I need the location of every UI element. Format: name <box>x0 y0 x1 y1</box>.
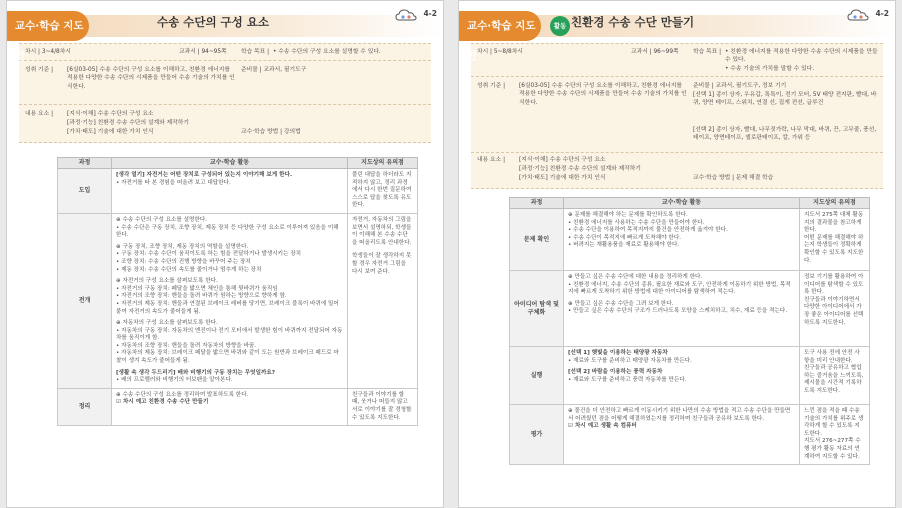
activity-line: ⊕ 문제를 해결해야 하는 문제를 확인하도록 한다. <box>568 212 688 218</box>
activity-line: • 수송 수단이 목적지에 빠르게 도착해야 한다. <box>568 234 682 241</box>
notes-cell <box>800 405 870 465</box>
lesson-info <box>19 43 431 143</box>
stage-cell: 문제 확인 <box>510 209 564 271</box>
notes-cell <box>348 169 418 214</box>
standard-label: 성취 기준 | <box>25 67 54 73</box>
activity-line: ⊕ 수송 수단의 구성 요소를 정리하여 발표하도록 한다. <box>116 391 249 398</box>
content-line-1: [지식·이해] 수송 수단의 구성 요소 <box>519 157 606 163</box>
table-row <box>510 271 870 347</box>
table-row <box>510 347 870 405</box>
notes-cell <box>348 388 418 425</box>
note-line: 정보 기기를 활용하여 아이디어를 탐색할 수 있도록 한다. <box>804 274 864 296</box>
header-activity: 교수·학습 활동 <box>564 198 800 209</box>
standard-label: 성취 기준 | <box>477 83 506 89</box>
content-line-2: [과정·기능] 친환경 수송 수단의 설계와 제작하기 <box>67 120 189 126</box>
activity-line: [선택 2] 바람을 이용하는 풍력 자동차 <box>568 369 663 376</box>
activity-cell <box>564 209 800 271</box>
note-line: 친구들과 공유하고 협업하는 즐거움을 느끼도록, 제시물을 시간적 기록하도록 지도한다. <box>804 365 864 394</box>
standard-text: [6실03-05] 수송 수단의 구성 요소를 이해하고, 친환경 에너지를 적용한 다양한 수송 수단의 시제품을 만들어 수송 기술의 가치를 인식한다. <box>67 67 235 90</box>
header-notes: 지도상의 유의점 <box>348 158 418 169</box>
activity-cell <box>112 388 348 425</box>
activity-cell <box>564 271 800 347</box>
activity-cell <box>112 169 348 214</box>
goal-label: 학습 목표 | <box>241 49 270 55</box>
activity-line: • 만들고 싶은 수송 수단의 구조가 드러나도록 모양을 스케치하고, 치수, 재료 등을 적는다. <box>568 308 788 315</box>
header-stage: 과정 <box>58 158 112 169</box>
stage-cell: 평가 <box>510 405 564 465</box>
activity-cell <box>564 405 800 465</box>
activity-line: • 자동차의 구동 장치: 자동차의 엔진이나 전기 모터에서 발생한 힘이 바퀴까지 전달되어 자동차를 움직이게 함. <box>116 327 343 342</box>
stage-cell: 정리 <box>58 388 112 425</box>
activity-line: • 자전거의 제동 장치: 핸들과 연결된 브레이크 레버를 당기면, 브레이크 블록이 바퀴에 밀어붙여 자전거의 속도가 줄어들게 됨. <box>116 300 339 315</box>
left-page <box>6 0 444 508</box>
notes-cell <box>348 213 418 388</box>
goal-item: • 수송 기술의 가치를 말할 수 있다. <box>725 66 815 72</box>
page-title: 수송 수단의 구성 요소 <box>157 15 269 29</box>
table-row <box>510 209 870 271</box>
activity-line: • 구동 장치: 수송 수단이 움직이도록 하는 힘을 전달하거나 발생시키는 장치 <box>116 251 302 258</box>
cloud-icon <box>395 7 417 23</box>
activity-line: • 조향 장치: 수송 수단의 진행 방향을 바꾸어 주는 장치 <box>116 258 251 265</box>
materials-option-2: [선택 2] 종이 상자, 빨대, 나무젓가락, 나무 막대, 바퀴, 끈, 고무줄, 풍선, 테이프, 양면테이프, 셀로판테이프, 칼, 가위 등 <box>693 127 877 142</box>
textbook-info: 교과서 | 94~95쪽 <box>179 49 227 55</box>
activity-line: ☑ 차시 예고 친환경 수송 수단 만들기 <box>116 399 209 406</box>
lesson-plan-table <box>57 157 418 426</box>
table-row <box>58 388 418 425</box>
method-info: 교수·학습 방법 | 문제 해결 학습 <box>693 175 774 181</box>
header-stage: 과정 <box>510 198 564 209</box>
activity-line: [선택 1] 햇빛을 이용하는 태양광 자동차 <box>568 350 668 356</box>
goal-item: • 수송 수단의 구성 요소를 설명할 수 있다. <box>273 49 381 55</box>
stage-cell: 실행 <box>510 347 564 405</box>
note-line: 도구 사용 전에 안전 사항을 미리 안내한다. <box>804 350 860 364</box>
content-line-3: [가치·태도] 기술에 대한 가치 인식 <box>519 175 606 181</box>
activity-line: • 버려지는 재활용품을 재료로 활용해야 한다. <box>568 242 680 249</box>
activity-line: • 재료와 도구를 준비하고 태양광 자동차를 만든다. <box>568 357 692 364</box>
table-row <box>58 213 418 388</box>
goal-item: • 친환경 에너지를 적용한 다양한 수송 수단의 시제품을 만들 수 있다. <box>725 49 878 64</box>
session-info: 차시 | 5~8/8차시 <box>477 49 523 55</box>
page-title: 친환경 수송 수단 만들기 <box>571 15 695 29</box>
content-label: 내용 요소 | <box>477 157 506 163</box>
note-line: 지도서 275쪽 대체 활동지의 결과물을 참고하게 한다. <box>804 212 864 234</box>
goal-label: 학습 목표 | <box>693 49 722 55</box>
activity-line: ⊕ 구동 장치, 조향 장치, 제동 장치의 역할을 설명한다. <box>116 243 249 250</box>
activity-line: • 자동차의 제동 장치: 브레이크 페달을 밟으면 바퀴와 같이 도는 원반과 브레이크 패드로 마찰이 생겨 속도가 줄어들게 됨. <box>116 350 339 365</box>
page-number: 4-2 <box>875 9 889 18</box>
stage-cell: 전개 <box>58 213 112 388</box>
activity-line: ⊕ 수송 수단의 구성 요소를 설명한다. <box>116 216 208 223</box>
note-line: 자전거, 자동차의 그림을 보면서 설명하되, 학생들이 이해해 본 수송 수단을 떠올리도록 안내한다. <box>352 216 412 246</box>
content-line-2: [과정·기능] 친환경 수송 수단의 설계와 제작하기 <box>519 166 641 172</box>
activity-line: • 자전거를 타 본 경험을 떠올려 보고 대답한다. <box>116 179 231 186</box>
activity-line: • 재료와 도구를 준비하고 풍력 자동차를 만든다. <box>568 376 687 383</box>
page-number: 4-2 <box>423 9 437 18</box>
activity-line: ⊕ 자동차의 구성 요소를 살펴보도록 한다. <box>116 320 218 327</box>
textbook-info: 교과서 | 96~99쪽 <box>631 49 679 55</box>
activity-line: • 제동 장치: 수송 수단의 속도를 줄이거나 멈추게 하는 장치 <box>116 266 262 273</box>
activity-cell <box>564 347 800 405</box>
activity-line: [생각 열기] 자전거는 어떤 장치로 구성되어 있는지 이야기해 보게 한다. <box>116 172 293 178</box>
activity-line: ⊕ 만들고 싶은 수송 수단을 그려 보게 한다. <box>568 300 674 307</box>
header-activity: 교수·학습 활동 <box>112 158 348 169</box>
activity-line: • 수송 수단은 구동 장치, 조향 장치, 제동 장치 등 다양한 구성 요소로 이루어져 있음을 이해한다. <box>116 224 339 239</box>
activity-line: • 자동차의 조향 장치: 핸들을 돌려 자동차의 방향을 바꿈. <box>116 342 257 349</box>
activity-cell <box>112 213 348 388</box>
note-line: 어떤 문제를 해결해야 하는지 학생들이 정확하게 확인할 수 있도록 지도한다. <box>804 234 864 264</box>
cloud-icon <box>847 7 869 23</box>
header-notes: 지도상의 유의점 <box>800 198 870 209</box>
activity-line: • 자전거의 조향 장치: 핸들을 돌려 바퀴가 원하는 방향으로 향하게 함. <box>116 293 287 300</box>
method-info: 교수·학습 방법 | 강의법 <box>241 129 301 135</box>
activity-line: • 수송 수단을 이용하여 목적지까지 물건을 안전하게 옮겨야 한다. <box>568 227 728 234</box>
activity-line: • 친환경 에너지를 사용하는 수송 수단을 만들어야 한다. <box>568 219 705 226</box>
materials-info: 준비물 | 교과서, 필기도구 <box>241 67 307 73</box>
stage-cell: 도입 <box>58 169 112 214</box>
activity-tag: 활동 <box>550 16 570 36</box>
notes-cell <box>800 347 870 405</box>
note-line: 풀린 대답을 하더라도 지적하지 않고, 정리 과정에서 다시 한번 질문하여 스스로 답을 찾도록 유도한다. <box>352 172 412 209</box>
activity-line: ⊕ 물건을 더 안전하고 빠르게 이동시키기 위한 나만의 수송 방법을 적고 수송 수단을 만들면서 어려웠던 점을 어떻게 해결하였는지를 정리하며 친구들과 공유하 보도록 한다. <box>568 408 791 422</box>
table-row <box>510 405 870 465</box>
stage-cell: 아이디어 탐색 및 구체화 <box>510 271 564 347</box>
session-info: 차시 | 3~4/8차시 <box>25 49 71 55</box>
table-body <box>58 169 418 426</box>
lesson-info <box>471 43 883 189</box>
note-line: 친구들과 이야기를 할 때, 웃거나 떠들지 않고 서로 이야기를 잘 경청할 수 있도록 지도한다. <box>352 391 412 421</box>
activity-line: [생활 속 생각 두드리기] 배와 비행기의 구동 장치는 무엇일까요? <box>116 369 276 376</box>
content-line-3: [가치·태도] 기술에 대한 가치 인식 <box>67 129 154 135</box>
note-line: 지도서 276~277쪽 수행 평가 활동 자료의 연계하여 지도할 수 있다. <box>804 438 861 460</box>
notes-cell <box>800 209 870 271</box>
activity-line: ⊕ 자전거의 구성 요소를 살펴보도록 한다. <box>116 278 218 285</box>
right-page <box>458 0 896 508</box>
materials-option-1: [선택 1] 종이 상자, 우유갑, 톡톡이, 전기 모터, 5V 태양 전지판, 빨대, 바퀴, 양면 테이프, 스위치, 연결 선, 집게 전선, 글루건 <box>693 92 877 107</box>
table-body <box>510 209 870 465</box>
activity-line: ⊕ 만들고 싶은 수송 수단에 대한 내용을 정리하게 한다. <box>568 274 703 280</box>
table-row <box>58 169 418 214</box>
standard-text: [6실03-05] 수송 수단의 구성 요소를 이해하고, 친환경 에너지를 적용한 다양한 수송 수단의 시제품을 만들어 수송 기술의 가치를 인식한다. <box>519 83 687 106</box>
activity-line: • 배의 프로펠러와 비행기의 터보팬을 알아본다. <box>116 377 233 384</box>
content-label: 내용 요소 | <box>25 111 54 117</box>
section-banner: 교수·학습 지도안 <box>7 11 89 41</box>
note-line: 느낀 점을 적을 때 수송 기술의 가치를 위주로 생각하게 할 수 있도록 지도한다. <box>804 408 864 437</box>
notes-cell <box>800 271 870 347</box>
activity-line: ☑ 차시 예고 생활 속 컴퓨터 <box>568 423 637 430</box>
section-banner: 교수·학습 지도안 <box>459 11 541 41</box>
lesson-plan-table <box>509 197 870 465</box>
note-line: 친구들과 이야기하면서 다양한 아이디어에서 가장 좋은 아이디어를 선택하도록 지도한다. <box>804 296 864 326</box>
activity-line: • 자전거의 구동 장치: 페달을 밟으면 체인을 통해 뒷바퀴가 움직임 <box>116 285 278 292</box>
content-line-1: [지식·이해] 수송 수단의 구성 요소 <box>67 111 154 117</box>
note-line: 학생들이 잘 생각하지 못할 경우 자전거 그림을 다시 보여 준다. <box>352 253 412 275</box>
materials-info: 준비물 | 교과서, 필기도구, 정보 기기 <box>693 83 787 89</box>
activity-line: • 친환경 에너지, 수송 수단의 종류, 필요한 재료와 도구, 안전하게 이동하기 위한 방법, 목적지에 빠르게 도착하기 위한 방법에 대한 아이디어를 탐색하여 적는다. <box>568 281 791 296</box>
